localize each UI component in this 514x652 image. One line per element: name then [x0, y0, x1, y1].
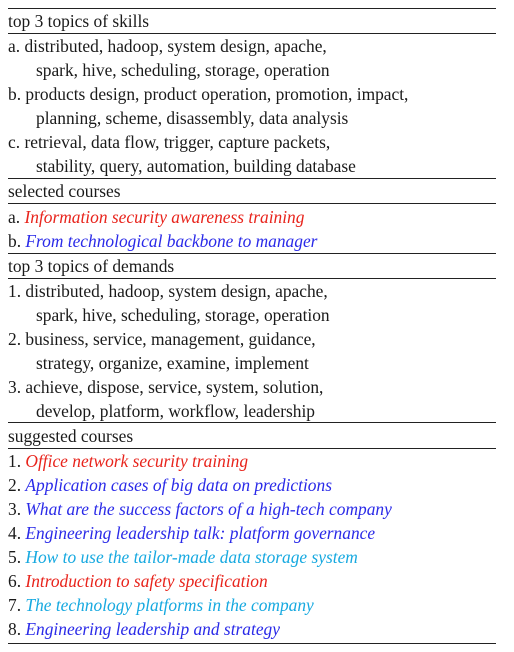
skill-item-text: retrieval, data flow, trigger, capture packets,	[24, 132, 331, 152]
skill-item-label: b.	[8, 84, 22, 104]
course-title: Application cases of big data on predictions	[25, 475, 332, 495]
course-title: What are the success factors of a high-tech company	[25, 499, 392, 519]
demand-item-label: 3.	[8, 377, 22, 397]
course-title: How to use the tailor-made data storage system	[25, 547, 358, 567]
skill-item-label: a.	[8, 36, 21, 56]
course-title: Engineering leadership talk: platform governance	[25, 523, 376, 543]
suggested-course-5	[8, 545, 358, 569]
skill-item-b	[8, 82, 408, 106]
skill-item-text: products design, product operation, promotion, impact,	[25, 84, 409, 104]
demand-item-label: 2.	[8, 329, 22, 349]
suggested-course-1	[8, 449, 248, 473]
course-title: Office network security training	[25, 451, 249, 471]
demand-item-3	[8, 375, 323, 399]
suggested-course-2	[8, 473, 332, 497]
skill-item-text: distributed, hadoop, system design, apache,	[24, 36, 327, 56]
demand-item-text: achieve, dispose, service, system, solution,	[25, 377, 324, 397]
demand-item-1-cont: spark, hive, scheduling, storage, operation	[36, 305, 330, 325]
demand-item-text: distributed, hadoop, system design, apache,	[25, 281, 328, 301]
demands-heading: top 3 topics of demands	[8, 256, 175, 276]
skill-item-c	[8, 130, 330, 154]
skill-item-a-cont: spark, hive, scheduling, storage, operation	[36, 60, 330, 80]
demand-item-1	[8, 279, 328, 303]
course-label: b.	[8, 231, 22, 251]
course-label: 7.	[8, 595, 22, 615]
demand-item-2-cont: strategy, organize, examine, implement	[36, 353, 309, 373]
demand-item-text: business, service, management, guidance,	[25, 329, 316, 349]
course-label: 1.	[8, 451, 22, 471]
bottom-rule	[8, 643, 496, 644]
course-label: 2.	[8, 475, 22, 495]
course-label: 3.	[8, 499, 22, 519]
course-label: 8.	[8, 619, 22, 639]
demand-item-2	[8, 327, 316, 351]
demand-item-3-cont: develop, platform, workflow, leadership	[36, 401, 315, 421]
suggested-course-6	[8, 569, 268, 593]
suggested-heading: suggested courses	[8, 426, 134, 446]
demand-item-label: 1.	[8, 281, 22, 301]
course-title: Information security awareness training	[24, 207, 305, 227]
skill-item-b-cont: planning, scheme, disassembly, data analysis	[36, 108, 349, 128]
skills-heading: top 3 topics of skills	[8, 11, 150, 31]
course-label: 5.	[8, 547, 22, 567]
selected-heading: selected courses	[8, 181, 121, 201]
selected-course-a	[8, 205, 304, 229]
selected-heading-rule	[8, 203, 496, 204]
skill-item-c-cont: stability, query, automation, building database	[36, 156, 356, 176]
course-label: 6.	[8, 571, 22, 591]
suggested-course-3	[8, 497, 392, 521]
selected-course-b	[8, 229, 317, 253]
course-title: The technology platforms in the company	[25, 595, 314, 615]
course-title: Introduction to safety specification	[25, 571, 268, 591]
skill-item-a	[8, 34, 327, 58]
skill-item-label: c.	[8, 132, 21, 152]
course-title: From technological backbone to manager	[25, 231, 318, 251]
course-label: a.	[8, 207, 21, 227]
course-title: Engineering leadership and strategy	[25, 619, 280, 639]
suggested-course-7	[8, 593, 314, 617]
course-label: 4.	[8, 523, 22, 543]
suggested-course-8	[8, 617, 280, 641]
suggested-course-4	[8, 521, 375, 545]
